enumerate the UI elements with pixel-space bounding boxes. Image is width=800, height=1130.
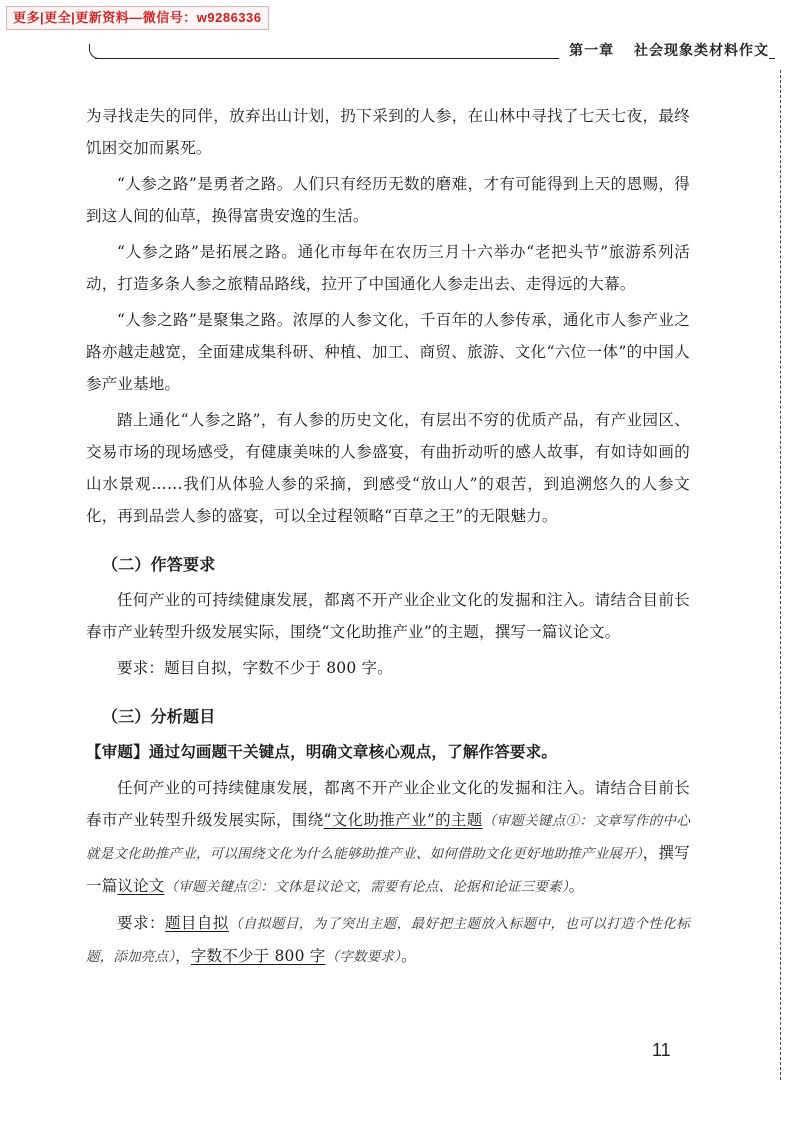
task-requirement: 要求：题目自拟，字数不少于 800 字。 bbox=[117, 659, 393, 677]
key-point-title: 题目自拟 bbox=[164, 914, 229, 932]
chapter-title bbox=[559, 40, 769, 60]
section-heading-analysis: （三）分析题目 bbox=[102, 707, 216, 726]
analysis-text-2: ，撰写一篇 bbox=[86, 844, 690, 895]
header-hook-ornament bbox=[89, 44, 104, 59]
review-text: 通过勾画题干关键点，明确文章核心观点，了解作答要求。 bbox=[148, 743, 558, 761]
review-line bbox=[86, 736, 690, 768]
page-number: 11 bbox=[652, 1040, 671, 1060]
material-paragraph-3: “人参之路”是拓展之路。通化市每年在农历三月十六举办“老把头节”旅游系列活动，打造多条人参之旅精品路线，拉开了中国通化人参走出去、走得远的大幕。 bbox=[86, 243, 690, 293]
watermark-banner: 更多|更全|更新资料—微信号：w9286336 bbox=[6, 6, 269, 30]
material-paragraph-1: 为寻找走失的同伴，放弃出山计划，扔下采到的人参，在山林中寻找了七天七夜，最终饥困交加而累死。 bbox=[86, 107, 690, 157]
review-tag: 【审题】 bbox=[86, 743, 149, 761]
key-point-theme: “文化助推产业”的主题 bbox=[323, 811, 483, 829]
material-paragraph-2: “人参之路”是勇者之路。人们只有经历无数的磨难，才有可能得到上天的恩赐，得到这人间的仙草，换得富贵安逸的生活。 bbox=[86, 175, 690, 225]
requirement-text-1: ， bbox=[175, 947, 191, 965]
key-point-note-2: （审题关键点②：文体是议论文，需要有论点、论据和论证三要素） bbox=[164, 879, 569, 895]
chapter-name: 社会现象类材料作文 bbox=[634, 43, 769, 59]
task-paragraph: 任何产业的可持续健康发展，都离不开产业企业文化的发掘和注入。请结合目前长春市产业转型升级发展实际，围绕“文化助推产业”的主题，撰写一篇议论文。 bbox=[86, 591, 690, 641]
analysis-requirement bbox=[86, 907, 690, 973]
running-header bbox=[85, 38, 775, 68]
material-paragraph-5: 踏上通化“人参之路”，有人参的历史文化，有层出不穷的优质产品，有产业园区、交易市场的现场感受，有健康美味的人参盛宴，有曲折动听的感人故事，有如诗如画的山水景观……我们从体验人参的采摘，到感受“放山人”的艰苦，到追溯悠久的人参文化，再到品尝人参的盛宴，可以全过程领略“百草之王”的无限魅力。 bbox=[86, 411, 690, 525]
key-point-word-count: 字数不少于 800 字 bbox=[190, 947, 326, 965]
key-point-note-1: （审题关键点①：文章写作的中心就是文化助推产业，可以围绕文化为什么能够助推产业、如何借助文化更好地助推产业展开） bbox=[86, 813, 690, 862]
analysis-text-3: 。 bbox=[568, 877, 585, 895]
margin-dashed-rule bbox=[780, 70, 781, 1080]
requirement-note-1: （自拟题目，为了突出主题，最好把主题放入标题中，也可以打造个性化标题，添加亮点） bbox=[86, 916, 690, 965]
material-paragraph-4: “人参之路”是聚集之路。浓厚的人参文化，千百年的人参传承，通化市人参产业之路亦越走越宽，全面建成集科研、种植、加工、商贸、旅游、文化“六位一体”的中国人参产业基地。 bbox=[86, 311, 690, 393]
requirement-text-2: 。 bbox=[400, 947, 417, 965]
requirement-prefix: 要求： bbox=[117, 914, 165, 932]
analysis-text-1: 任何产业的可持续健康发展，都离不开产业企业文化的发掘和注入。请结合目前长春市产业转型升级发展实际，围绕 bbox=[86, 779, 690, 829]
chapter-number: 第一章 bbox=[569, 43, 615, 59]
requirement-note-2: （字数要求） bbox=[325, 949, 401, 965]
page-body bbox=[86, 100, 690, 973]
analysis-paragraph bbox=[86, 772, 690, 903]
section-heading-requirements: （二）作答要求 bbox=[102, 555, 216, 574]
key-point-genre: 议论文 bbox=[117, 877, 165, 895]
